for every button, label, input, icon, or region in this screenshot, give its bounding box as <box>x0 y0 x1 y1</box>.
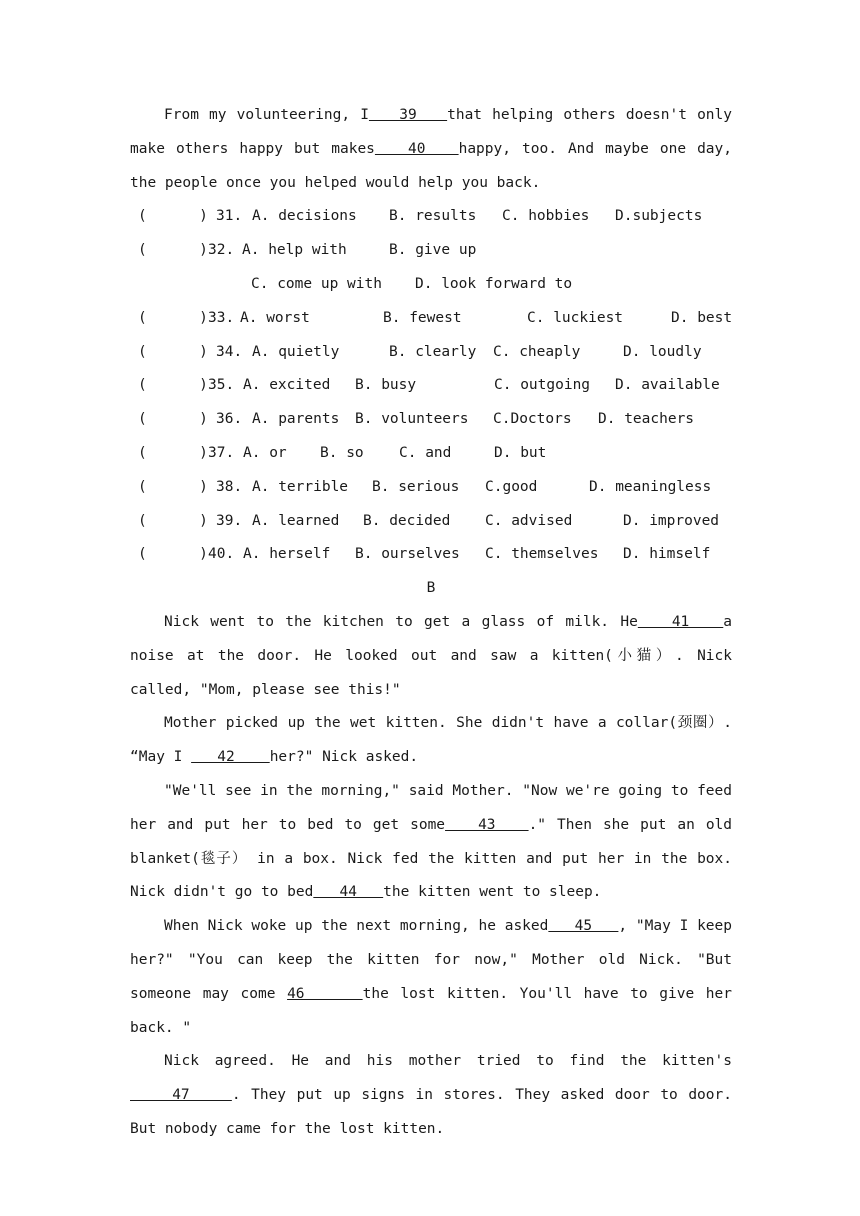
option-a: A. or <box>243 444 287 461</box>
option-c: C. hobbies <box>502 208 590 225</box>
text: . They put up signs in stores. They asked door to door. But nobody came for the lost kitten. <box>130 1087 732 1137</box>
answer-paren: ( ) <box>138 411 208 428</box>
passage-b-paragraph-2 <box>130 707 732 775</box>
option-d: D. meaningless <box>589 478 712 495</box>
option-c: C. luckiest <box>527 309 624 326</box>
option-a: A. excited <box>243 377 331 394</box>
text: Nick agreed. He and his mother tried to find the kitten's <box>164 1053 732 1070</box>
answer-paren: ( ) <box>138 242 208 259</box>
option-d: D. but <box>494 444 547 461</box>
passage-a-paragraph <box>130 99 732 200</box>
question-number: 40. <box>208 546 235 563</box>
question-list <box>130 200 732 572</box>
passage-b-paragraph-5 <box>130 1045 732 1146</box>
answer-paren: ( ) <box>138 444 208 461</box>
question-32-line-2 <box>130 268 732 302</box>
question-number: 39. <box>216 512 243 529</box>
question-number: 35. <box>208 377 235 394</box>
text: "We'll see in the morning," said Mother. "Now we're going to feed her and put her to bed to get some <box>130 782 732 833</box>
question-number: 33. <box>208 309 235 326</box>
option-c: C. come up with <box>251 275 382 292</box>
passage-b-paragraph-3 <box>130 775 732 910</box>
answer-paren: ( ) <box>138 512 208 529</box>
blank-46: 46 <box>287 985 363 1002</box>
text: happy, too. And maybe one day, the people once you helped would help you back. <box>130 140 733 191</box>
answer-paren: ( ) <box>138 309 208 326</box>
option-d: D.subjects <box>615 208 703 225</box>
question-33 <box>130 302 732 336</box>
blank-42: 42 <box>191 749 270 766</box>
option-b: B. so <box>320 444 364 461</box>
option-d: D. look forward to <box>415 275 573 292</box>
text: Mother picked up the wet kitten. She didn't have a collar(颈圈）. “May I <box>130 715 732 766</box>
answer-paren: ( ) <box>138 208 208 225</box>
question-35 <box>130 369 732 403</box>
question-40 <box>130 538 732 572</box>
answer-paren: ( ) <box>138 478 208 495</box>
option-d: D. improved <box>623 512 720 529</box>
option-c: C. and <box>399 444 452 461</box>
option-c: C. themselves <box>485 546 599 563</box>
blank-45: 45 <box>548 918 619 935</box>
text: Nick went to the kitchen to get a glass of milk. He <box>164 613 638 630</box>
text: ." Then she put an old blanket(毯子） in a box. Nick fed the kitten and put her in the box. Nick didn't go to bed <box>130 816 733 901</box>
option-a: A. quietly <box>252 343 340 360</box>
answer-paren: ( ) <box>138 546 208 563</box>
option-b: B. results <box>389 208 477 225</box>
option-c: C. cheaply <box>493 343 581 360</box>
blank-47: 47 <box>130 1087 232 1104</box>
text: the lost kitten. You'll have to give her back. " <box>130 985 732 1036</box>
passage-b-paragraph-4 <box>130 910 732 1045</box>
option-a: A. worst <box>240 309 310 326</box>
option-c: C. advised <box>485 512 573 529</box>
question-number: 32. <box>208 242 235 259</box>
option-a: A. help with <box>242 242 347 259</box>
text: From my volunteering, I <box>164 107 369 123</box>
blank-44: 44 <box>313 884 384 901</box>
option-b: B. serious <box>372 478 460 495</box>
passage-b-paragraph-1 <box>130 606 732 707</box>
answer-paren: ( ) <box>138 343 208 360</box>
option-c: C. outgoing <box>494 377 591 394</box>
question-31 <box>130 200 732 234</box>
text: a noise at the door. He looked out and saw a kitten(小猫）. Nick called, "Mom, please see this!" <box>130 613 733 698</box>
option-b: B. fewest <box>383 309 462 326</box>
text: that helping others doesn't only make others happy but makes <box>130 107 732 157</box>
option-a: A. terrible <box>252 478 349 495</box>
question-38 <box>130 471 732 505</box>
text: the kitten went to sleep. <box>383 884 602 901</box>
question-36 <box>130 403 732 437</box>
question-number: 36. <box>216 411 243 428</box>
option-a: A. herself <box>243 546 331 563</box>
option-a: A. parents <box>252 411 340 428</box>
text: When Nick woke up the next morning, he asked <box>164 918 549 935</box>
option-d: D. available <box>615 377 720 394</box>
option-d: D. best <box>671 309 733 326</box>
option-b: B. clearly <box>389 343 477 360</box>
text: , "May I keep her?" "You can keep the kitten for now," Mother old Nick. "But someone may come <box>130 918 732 1002</box>
blank-43: 43 <box>445 816 529 833</box>
option-c: C.good <box>485 478 538 495</box>
question-39 <box>130 505 732 539</box>
option-d: D. himself <box>623 546 711 563</box>
blank-39: 39 <box>368 107 448 123</box>
option-b: B. busy <box>355 377 417 394</box>
option-b: B. decided <box>363 512 451 529</box>
option-c: C.Doctors <box>493 411 572 428</box>
option-a: A. decisions <box>252 208 357 225</box>
section-b-heading: B <box>426 580 436 597</box>
question-34 <box>130 336 732 370</box>
answer-paren: ( ) <box>138 377 208 394</box>
question-37 <box>130 437 732 471</box>
question-number: 38. <box>216 478 243 495</box>
question-number: 34. <box>216 343 243 360</box>
question-number: 31. <box>216 208 243 225</box>
blank-40: 40 <box>374 140 459 157</box>
option-d: D. loudly <box>623 343 702 360</box>
question-number: 37. <box>208 444 235 461</box>
option-d: D. teachers <box>598 411 695 428</box>
option-b: B. ourselves <box>355 546 460 563</box>
blank-41: 41 <box>637 613 724 630</box>
text: her?" Nick asked. <box>269 749 419 766</box>
option-a: A. learned <box>252 512 340 529</box>
question-32 <box>130 234 732 268</box>
option-b: B. give up <box>389 242 477 259</box>
option-b: B. volunteers <box>355 411 469 428</box>
